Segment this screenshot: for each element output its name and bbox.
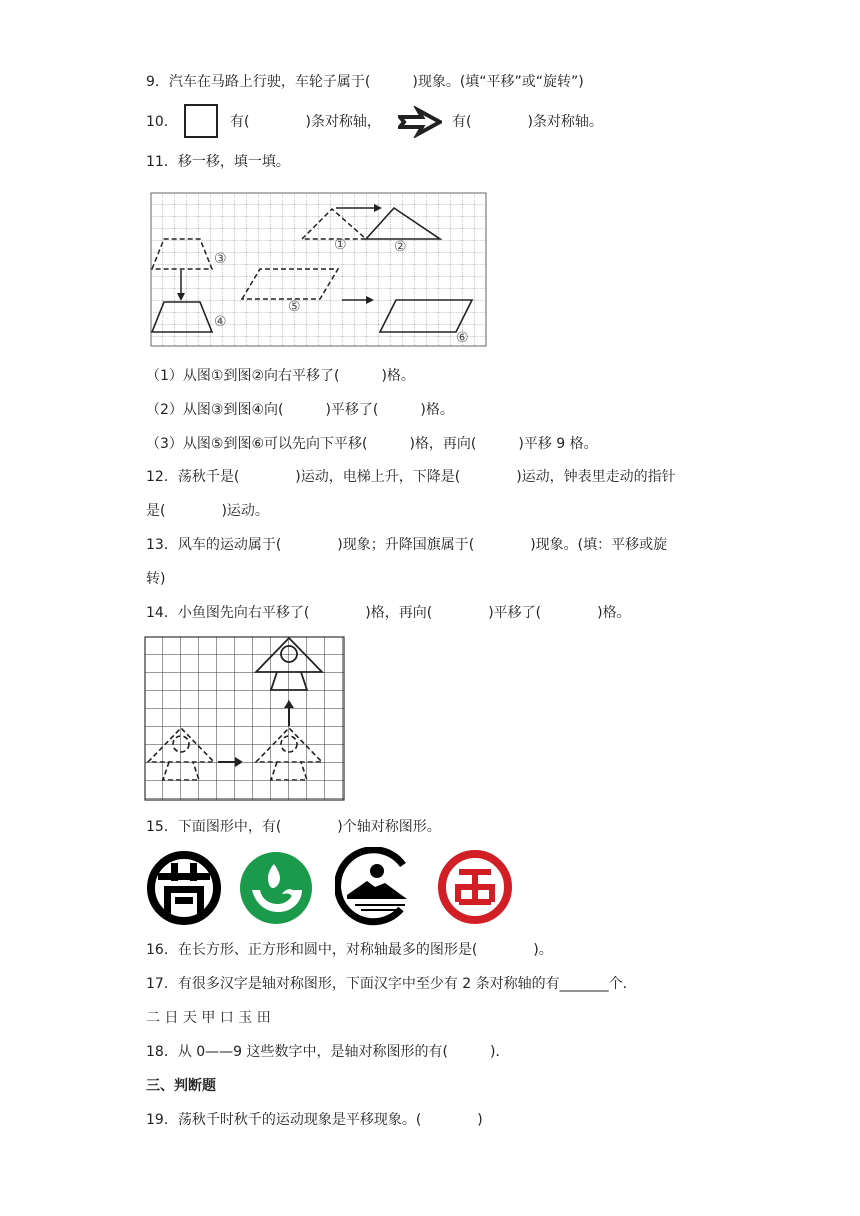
question-12-line2: 是( )运动。	[146, 503, 269, 519]
question-13-line2: 转)	[146, 571, 166, 587]
logo-1-icon	[146, 850, 222, 926]
question-10-number: 10．	[146, 114, 178, 130]
translation-grid-figure	[150, 192, 488, 348]
arrow-figure	[398, 106, 442, 138]
label-1: ①	[334, 237, 347, 253]
question-11-title: 11．移一移，填一填。	[146, 154, 290, 170]
question-15: 15．下面图形中，有( )个轴对称图形。	[146, 819, 441, 835]
label-2: ②	[394, 239, 407, 255]
question-9: 9．汽车在马路上行驶，车轮子属于( )现象。(填“平移”或“旋转”)	[146, 74, 584, 90]
fish-grid-figure	[144, 636, 346, 802]
section-3-heading: 三、判断题	[146, 1078, 216, 1094]
label-6: ⑥	[456, 330, 469, 346]
question-11-sub2: （2）从图③到图④向( )平移了( )格。	[146, 402, 454, 418]
question-19: 19．荡秋千时秋千的运动现象是平移现象。( )	[146, 1112, 483, 1128]
question-10-part2: 有( )条对称轴。	[452, 114, 603, 130]
question-10-part1: 有( )条对称轴，	[230, 114, 381, 130]
label-5: ⑤	[288, 299, 301, 315]
question-11-sub3: （3）从图⑤到图⑥可以先向下平移( )格，再向( )平移 9 格。	[146, 436, 598, 452]
question-11-sub1: （1）从图①到图②向右平移了( )格。	[146, 368, 415, 384]
logo-3-icon	[335, 847, 413, 927]
question-13-line1: 13．风车的运动属于( )现象；升降国旗属于( )现象。(填：平移或旋	[146, 537, 668, 553]
question-17-characters: 二 日 天 甲 口 玉 田	[146, 1010, 271, 1026]
label-4: ④	[214, 314, 227, 330]
label-3: ③	[214, 251, 227, 267]
question-18: 18．从 0——9 这些数字中，是轴对称图形的有( )．	[146, 1044, 510, 1060]
logo-4-icon	[437, 849, 513, 925]
square-figure	[184, 104, 218, 138]
question-16: 16．在长方形、正方形和圆中，对称轴最多的图形是( )。	[146, 942, 553, 958]
question-14: 14．小鱼图先向右平移了( )格，再向( )平移了( )格。	[146, 605, 631, 621]
question-12-line1: 12．荡秋千是( )运动，电梯上升，下降是( )运动，钟表里走动的指针	[146, 469, 676, 485]
logo-2-icon	[238, 850, 314, 926]
question-17: 17．有很多汉字是轴对称图形，下面汉字中至少有 2 条对称轴的有_______个．	[146, 976, 637, 992]
